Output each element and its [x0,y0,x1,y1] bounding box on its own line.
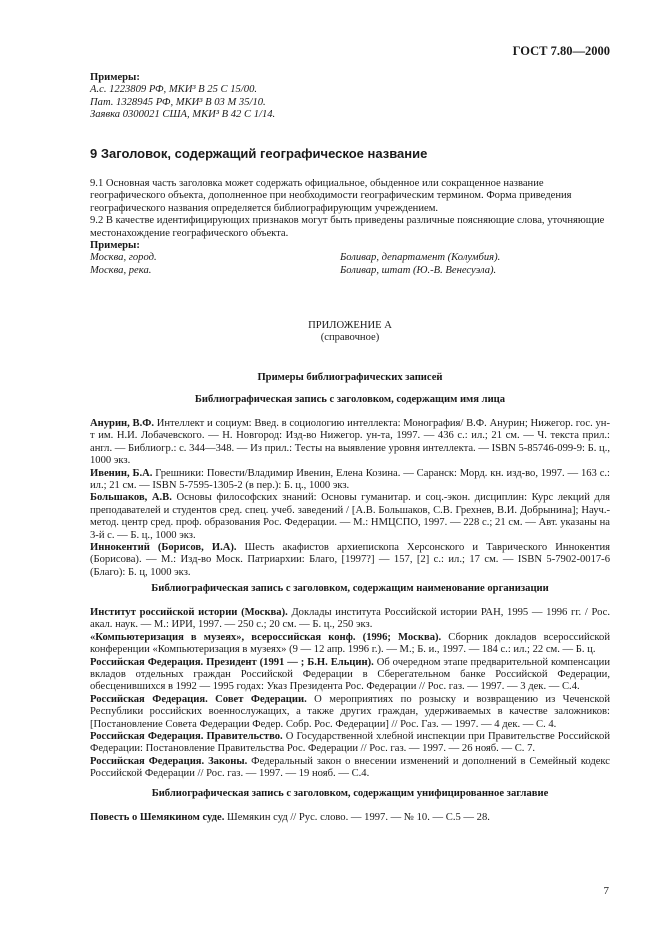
entry-heading: Российская Федерация. Совет Федерации. [90,693,307,705]
example-line: Боливар, штат (Ю.-В. Венесуэла). [340,264,497,276]
entry-text: О мероприятиях по розыску и возвращению из Чеченской Республики российских военнослужащих, а также других граждан, удерживаемых в качестве заложников: [Постановление Совета Федерации Федер. Собр. Рос. Федерации] // Рос. Газ. — 1997. — 4 дек. — С. 4. [90,693,610,730]
bib-entry [90,812,610,824]
example-line: Боливар, департамент (Колумбия). [340,252,501,264]
entry-text: Федеральный закон о внесении изменений и дополнений в Семейный кодекс Российской Федерации // Рос. газ. — 1997. — 19 нояб. — С.4. [90,755,610,780]
entry-heading: Большаков, А.В. [90,492,172,504]
entries-organization [90,607,610,781]
bib-entry [90,657,610,694]
paragraph-9-1: 9.1 Основная часть заголовка может содержать официальное, обыденное или сокращенное название географического объекта, дополненное при необходимости географическим термином. Форма приведения географического названия определяется библиографирующим учреждением. [90,178,572,214]
example-line: Заявка 0300021 США, МКИ³ В 42 С 1/14. [90,109,276,121]
subheading-person: Библиографическая запись с заголовком, содержащим имя лица [194,394,506,405]
appendix-subtitle: (справочное) [320,332,380,343]
page-number: 7 [603,885,609,897]
examples-columns [90,252,610,278]
entry-heading: Российская Федерация. Правительство. [90,731,283,743]
standard-code: ГОСТ 7.80—2000 [512,44,610,58]
bib-entry [90,468,610,493]
bib-entry [90,542,610,579]
entry-heading: Иннокентий (Борисов, И.А). [90,542,237,554]
bib-entry [90,731,610,756]
example-line: Пат. 1328945 РФ, МКИ³ В 03 М 35/10. [90,96,266,108]
example-line: Москва, город. [90,252,157,264]
section9-body [90,178,610,278]
example-line: Москва, река. [90,264,152,276]
entry-heading: Повесть о Шемякином суде. [90,812,225,823]
examples-left [90,252,157,277]
appendix-title: ПРИЛОЖЕНИЕ А [308,320,392,331]
entry-text: Шесть акафистов архиепископа Херсонского и Таврического Иннокентия (Борисова). — М.: Изд-во Моск. Патриархии: Благо, [1997?] — 157, [2] с.: ил.; 17 см. — ISBN 5-7902-0017-6 (Благо): Б. ц, 1000 экз. [90,542,610,578]
entry-text: Об очередном этапе предварительной компенсации вкладов отдельных граждан Российской Федерации в Сберегательном банке Российской Федерации, обесценившихся в 1992 — 1995 годах: Указ Президента Рос. Федерации // Рос. газ. — 1997. — 3 дек. — С.4. [90,656,610,693]
bib-entry [90,492,610,542]
bib-entry [90,632,610,657]
entry-text: Доклады института Российской истории РАН, 1995 — 1996 гг. / Рос. акал. наук. — М.: ИРИ, 1997. — 250 с.; 20 см. — Б. ц., 250 экз. [90,607,611,631]
examples-label: Примеры: [90,240,140,252]
examples-right [340,252,500,277]
examples-block-1 [90,72,610,122]
paragraph-9-2: 9.2 В качестве идентифицирующих признаков могут быть приведены различные поясняющие слова, уточняющие местонахождение географического объекта. [90,215,605,239]
examples-label: Примеры: [90,72,140,83]
entry-heading: «Компьютеризация в музеях», всероссийская конф. (1996; Москва). [90,631,442,643]
entry-heading: Ивенин, Б.А. [90,467,153,479]
subheading-organization: Библиографическая запись с заголовком, содержащим наименование организации [151,583,549,594]
entry-heading: Анурин, В.Ф. [90,418,154,429]
entry-heading: Институт российской истории (Москва). [90,607,288,618]
section-title: 9 Заголовок, содержащий географическое название [90,146,428,161]
example-line: А.с. 1223809 РФ, МКИ³ В 25 С 15/00. [90,84,258,96]
entry-heading: Российская Федерация. Законы. [90,755,248,767]
entry-text: О Государственной хлебной инспекции при Правительстве Российской Федерации: Постановление Правительства Рос. Федерации // Рос. газ. — 1997. — 26 нояб. — С. 7. [90,731,610,755]
entries-person [90,418,610,579]
entry-text: Сборник докладов всероссийской конференции «Компьютеризация в музеях» (9 — 12 апр. 1996 г.). — М.; Б. и., 1997. — 184 с.: ил.; 22 см. — Б. ц. [90,631,610,656]
subheading-uniform-title: Библиографическая запись с заголовком, содержащим унифицированное заглавие [151,788,549,799]
entry-text: Основы философских знаний: Основы гуманитар. и соц.-экон. дисциплин: Курс лекций для преподавателей и студентов сред. спец. учеб. заведений / [А.В. Большаков, С.В. Грехнев, В.И. Добрынина]; Науч.-метод. центр сред. проф. образования Рос. Федерации. — М.: НМЦСПО, 1997. — 228 с.; 21 см. — Авт. указаны на 3-й с. — Б. ц., 1000 экз. [90,492,610,541]
bib-entry [90,756,610,781]
entry-text: Интеллект и социум: Введ. в социологию интеллекта: Монография/ В.Ф. Анурин; Нижегор. гос. ун-т им. Н.И. Лобачевского. — Н. Новгород: Изд-во Нижегор. ун-та, 1997. — 436 с.: ил.; 21 см. — Ч. текста прил.: англ. — Библиогр.: с. 344—348. — Из прил.: Тесты на выявление уровня интеллекта. — ISBN 5-85746-099-9: Б. ц., 1000 экз. [90,418,610,467]
bib-entry [90,418,610,468]
bib-entry [90,694,610,731]
entries-uniform-title [90,812,610,824]
entry-text: Шемякин суд // Рус. слово. — 1997. — № 10. — С.5 — 28. [224,812,490,823]
appendix-heading: Примеры библиографических записей [257,372,443,383]
bib-entry [90,607,610,632]
entry-heading: Российская Федерация. Президент (1991 — ; Б.Н. Ельцин). [90,656,374,668]
entry-text: Грешники: Повести/Владимир Ивенин, Елена Козина. — Саранск: Морд. кн. изд-во, 1997. — 163 с.: ил.; 21 см. — ISBN 5-7595-1305-2 (в пер.): Б. ц., 1000 экз. [90,467,610,492]
